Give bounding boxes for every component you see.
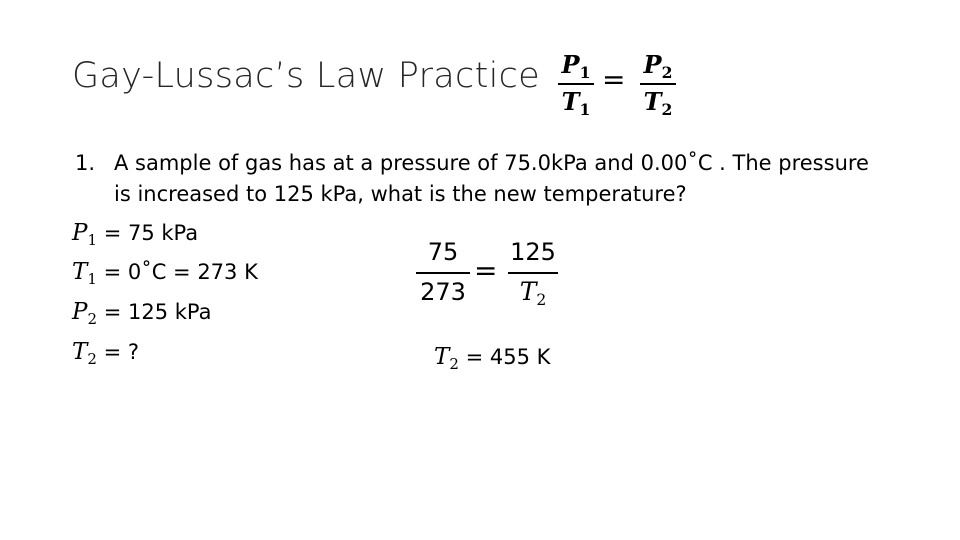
question-number: 1. [75, 151, 96, 175]
answer [434, 344, 551, 374]
given-sub: 1 [87, 231, 98, 250]
header-right-num-var: P [643, 50, 662, 79]
header-left-num-sub: 1 [579, 63, 591, 83]
work-fraction-left [416, 238, 470, 308]
header-right-den-sub: 2 [661, 100, 673, 120]
answer-sub: 2 [449, 355, 459, 374]
given-var: T [72, 259, 88, 285]
given-row [72, 220, 199, 250]
given-row [72, 339, 139, 369]
header-left-num-var: P [561, 50, 580, 79]
work-fraction-right [508, 238, 558, 310]
work-left-num: 75 [427, 238, 459, 266]
given-row [72, 259, 258, 289]
given-sub: 1 [87, 270, 97, 289]
header-left-den-sub: 1 [579, 100, 591, 120]
header-right-den-var: T [643, 87, 662, 116]
work-right-fraction-bar [508, 272, 558, 274]
given-value: = 75 kPa [103, 221, 199, 245]
answer-var: T [434, 344, 450, 370]
work-right-den-sub: 2 [536, 291, 547, 310]
work-equals: = [474, 254, 498, 287]
header-left-fraction-bar [558, 83, 594, 85]
slide-title: Gay-Lussac’s Law Practice [72, 56, 541, 96]
given-value: = ? [103, 340, 139, 364]
header-fraction-left [558, 50, 594, 120]
given-value: = 0˚C = 273 K [103, 260, 258, 284]
work-left-fraction-bar [416, 272, 470, 274]
given-var: T [72, 339, 88, 365]
header-left-den-var: T [561, 87, 580, 116]
work-right-num: 125 [510, 238, 556, 266]
header-right-num-sub: 2 [661, 63, 673, 83]
header-equals: = [602, 63, 626, 96]
question-text: A sample of gas has at a pressure of 75.0kPa and 0.00˚C . The pressure is increased to 125 kPa, what is the new temperature? [114, 151, 869, 206]
given-sub: 2 [87, 350, 97, 369]
given-var: P [72, 220, 88, 246]
answer-value: = 455 K [465, 345, 551, 369]
work-left-den: 273 [420, 278, 466, 306]
header-right-fraction-bar [640, 83, 676, 85]
header-fraction-right [640, 50, 676, 120]
work-right-den-var: T [519, 277, 537, 306]
given-row [72, 299, 212, 329]
given-value: = 125 kPa [103, 300, 212, 324]
given-sub: 2 [87, 310, 98, 329]
given-var: P [72, 299, 88, 325]
